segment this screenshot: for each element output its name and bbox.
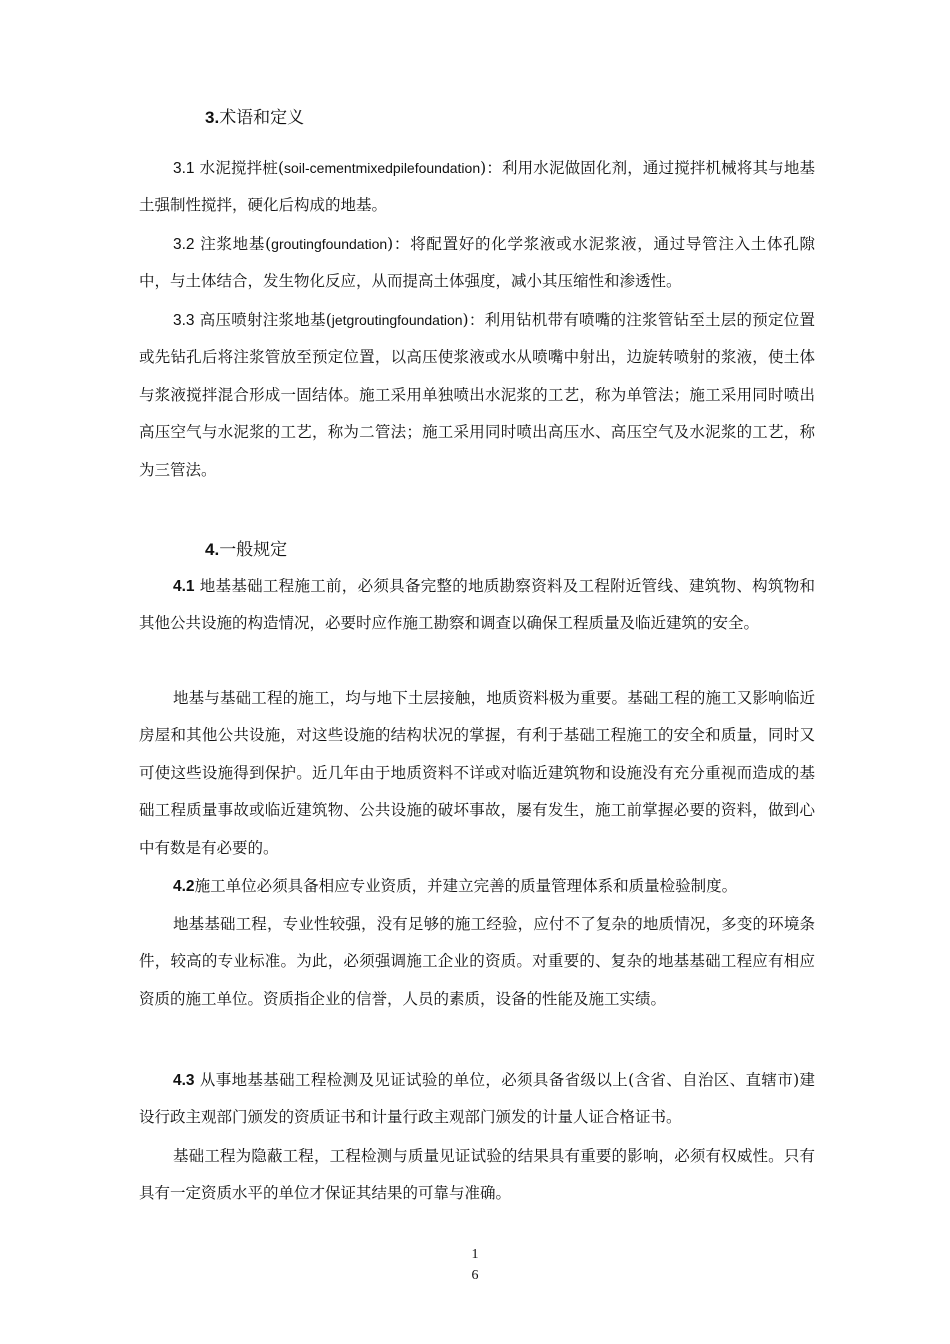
term-english: soil-cementmixedpilefoundation	[284, 160, 481, 176]
clause-number: 3.2	[173, 236, 195, 253]
clause-number: 4.1	[173, 578, 195, 595]
paragraph-4-3-explanation	[139, 1138, 815, 1213]
section-title-text: 一般规定	[219, 540, 288, 560]
paragraph-4-1-explanation	[139, 680, 815, 867]
clause-number: 4.2	[173, 878, 195, 895]
section-number: 3.	[205, 108, 220, 127]
clause-text: 地基基础工程施工前，必须具备完整的地质勘察资料及工程附近管线、建筑物、构筑物和其他公共设施的构造情况，必要时应作施工勘察和调查以确保工程质量及临近建筑的安全。	[139, 577, 815, 633]
term-english: groutingfoundation	[271, 236, 388, 252]
explanation-text: 地基与基础工程的施工，均与地下土层接触，地质资料极为重要。基础工程的施工又影响临近房屋和其他公共设施，对这些设施的结构状况的掌握，有利于基础工程施工的安全和质量，同时又可使这些设施得到保护。近几年由于地质资料不详或对临近建筑物和设施没有充分重视而造成的基础工程质量事故或临近建筑物、公共设施的破坏事故，屡有发生，施工前掌握必要的资料，做到心中有数是有必要的。	[139, 689, 815, 857]
section-heading-3	[205, 106, 304, 130]
paragraph-4-1	[139, 568, 815, 643]
paragraph-3-2	[139, 226, 815, 301]
clause-text: 施工单位必须具备相应专业资质，并建立完善的质量管理体系和质量检验制度。	[194, 877, 738, 895]
clause-number: 4.3	[173, 1072, 195, 1089]
paragraph-3-3	[139, 302, 815, 489]
definition-text: )：利用钻机带有喷嘴的注浆管钻至土层的预定位置或先钻孔后将注浆管放至预定位置，以高压使浆液或水从喷嘴中射出，边旋转喷射的浆液，使土体与浆液搅拌混合形成一固结体。施工采用单独喷出水泥浆的工艺，称为单管法；施工采用同时喷出高压空气与水泥浆的工艺，称为二管法；施工采用同时喷出高压水、高压空气及水泥浆的工艺，称为三管法。	[139, 311, 815, 479]
term-name: 注浆地基(	[200, 235, 272, 253]
explanation-text: 地基基础工程，专业性较强，没有足够的施工经验，应付不了复杂的地质情况，多变的环境条件，较高的专业标准。为此，必须强调施工企业的资质。对重要的、复杂的地基基础工程应有相应资质的施工单位。资质指企业的信誉，人员的素质，设备的性能及施工实绩。	[139, 915, 815, 1008]
clause-number: 3.3	[173, 312, 195, 329]
term-name: 高压喷射注浆地基(	[199, 311, 332, 329]
paragraph-4-2	[139, 868, 815, 905]
definition-text: )：将配置好的化学浆液或水泥浆液，通过导管注入土体孔隙中，与土体结合，发生物化反应，从而提高土体强度，减小其压缩性和渗透性。	[139, 235, 815, 291]
paragraph-3-1	[139, 150, 815, 225]
paragraph-4-2-explanation	[139, 906, 815, 1018]
page-number-line-1: 1	[471, 1247, 479, 1262]
paragraph-4-3	[139, 1062, 815, 1137]
page-number-line-2: 6	[471, 1268, 479, 1283]
clause-number: 3.1	[173, 160, 195, 177]
term-english: jetgroutingfoundation	[331, 312, 463, 328]
term-name: 水泥搅拌桩(	[199, 159, 284, 177]
section-number: 4.	[205, 540, 220, 559]
explanation-text: 基础工程为隐蔽工程，工程检测与质量见证试验的结果具有重要的影响，必须有权威性。只有具有一定资质水平的单位才保证其结果的可靠与准确。	[139, 1147, 815, 1203]
section-title-text: 术语和定义	[219, 108, 305, 128]
clause-text: 从事地基基础工程检测及见证试验的单位，必须具备省级以上(含省、自治区、直辖市)建设行政主观部门颁发的资质证书和计量行政主观部门颁发的计量人证合格证书。	[139, 1071, 815, 1127]
section-heading-4	[205, 538, 287, 562]
definition-text: )：利用水泥做固化剂，通过搅拌机械将其与地基土强制性搅拌，硬化后构成的地基。	[139, 159, 815, 215]
